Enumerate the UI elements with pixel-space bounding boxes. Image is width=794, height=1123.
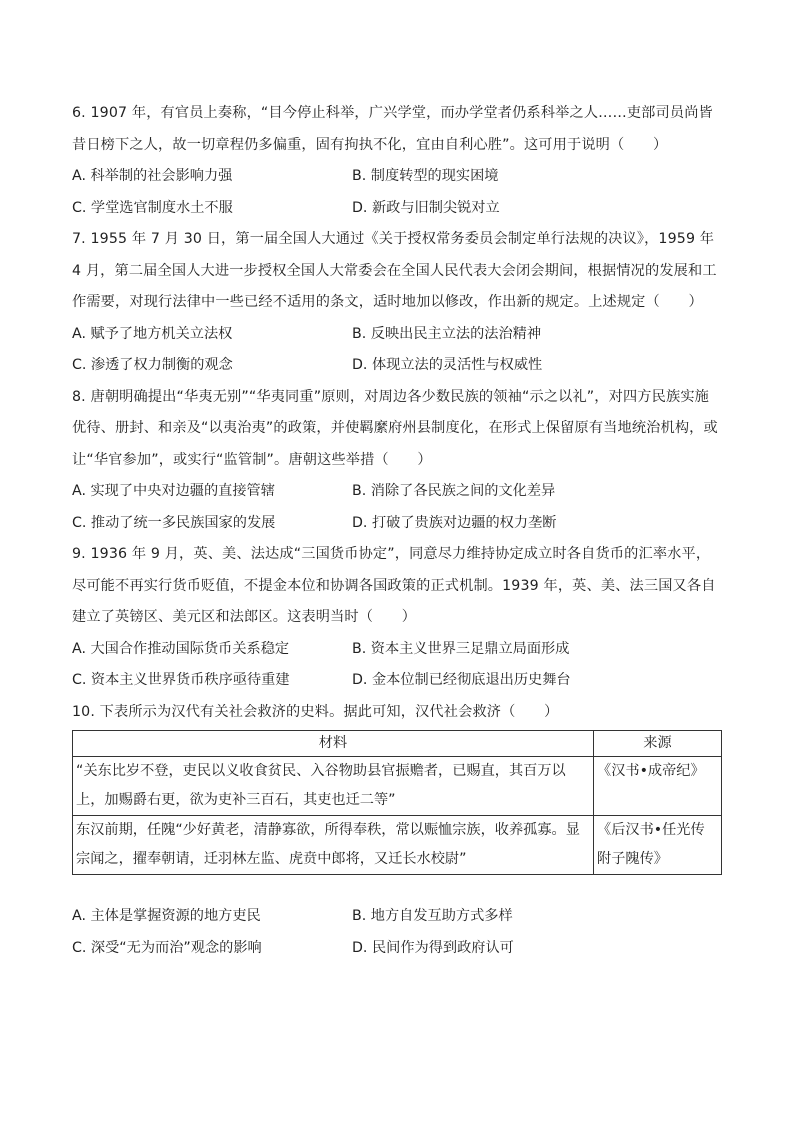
table-row [73, 757, 722, 816]
option-a[interactable]: A. 实现了中央对边疆的直接管辖 [72, 483, 275, 499]
option-a[interactable]: A. 科举制的社会影响力强 [72, 168, 233, 184]
table-cell-source: 《汉书•成帝纪》 [594, 757, 722, 816]
question-10-stem: 10. 下表所示为汉代有关社会救济的史料。据此可知，汉代社会救济（ ） [72, 703, 559, 720]
option-d[interactable]: D. 体现立法的灵活性与权威性 [352, 357, 543, 373]
question-8-stem: 8. 唐朝明确提出“华夷无别”“华夷同重”原则，对周边各少数民族的领袖“示之以礼”，对四方民族实施优待、册封、和亲及“以夷治夷”的政策，并使羁縻府州县制度化，在形式上保留原有当地统治机构，或让“华官参加”，或实行“监管制”。唐朝这些举措（ ） [72, 388, 718, 468]
option-c[interactable]: C. 资本主义世界货币秩序亟待重建 [72, 672, 290, 688]
option-a[interactable]: A. 大国合作推动国际货币关系稳定 [72, 640, 290, 657]
table-cell-material: “关东比岁不登，吏民以义收食贫民、入谷物助县官振赡者，已赐直，其百万以上，加赐爵右更，欲为吏补三百石，其吏也迁二等” [73, 757, 594, 816]
table-row [73, 816, 722, 875]
question-9-options [72, 634, 722, 697]
question-6-options [72, 161, 722, 224]
question-7-options [72, 319, 722, 382]
question-10-options [72, 901, 722, 964]
option-c[interactable]: C. 渗透了权力制衡的观念 [72, 357, 233, 373]
question-10 [72, 697, 722, 965]
option-b[interactable]: B. 反映出民主立法的法治精神 [352, 325, 542, 342]
option-d[interactable]: D. 打破了贵族对边疆的权力垄断 [352, 514, 557, 531]
option-c[interactable]: C. 推动了统一多民族国家的发展 [72, 514, 276, 531]
exam-page [72, 98, 722, 964]
table-header-material: 材料 [73, 731, 594, 757]
question-6-stem: 6. 1907 年，有官员上奏称，“目今停止科举，广兴学堂，而办学堂者仍系科举之人……吏部司员尚皆昔日榜下之人，故一切章程仍多偏重，固有拘执不化，宜由自利心胜”。这可用于说明（ ） [72, 105, 713, 153]
option-a[interactable]: A. 赋予了地方机关立法权 [72, 325, 233, 342]
option-d[interactable]: D. 金本位制已经彻底退出历史舞台 [352, 672, 571, 688]
question-8 [72, 382, 722, 540]
option-b[interactable]: B. 地方自发互助方式多样 [352, 908, 513, 924]
question-8-options [72, 476, 722, 539]
option-b[interactable]: B. 消除了各民族之间的文化差异 [352, 483, 556, 499]
table-header-source: 来源 [594, 731, 722, 757]
option-c[interactable]: C. 深受“无为而治”观念的影响 [72, 939, 262, 956]
option-a[interactable]: A. 主体是掌握资源的地方吏民 [72, 908, 261, 924]
option-d[interactable]: D. 民间作为得到政府认可 [352, 939, 514, 956]
option-b[interactable]: B. 制度转型的现实困境 [352, 168, 499, 184]
question-7-stem: 7. 1955 年 7 月 30 日，第一届全国人大通过《关于授权常务委员会制定单行法规的决议》，1959 年 4 月，第二届全国人大进一步授权全国人大常委会在全国人民代表大会闭会期间，根据情况的发展和工作需要，对现行法律中一些已经不适用的条文，适时地加以修改，作出新的规定。上述规定（ ） [72, 231, 717, 310]
question-9-stem: 9. 1936 年 9 月，英、美、法达成“三国货币协定”，同意尽力维持协定成立时各自货币的汇率水平，尽可能不再实行货币贬值，不提金本位和协调各国政策的正式机制。1939 年，英、美、法三国又各自建立了英镑区、美元区和法郎区。这表明当时（ ） [72, 546, 716, 625]
question-7 [72, 224, 722, 382]
table-cell-material: 东汉前期，任隗“少好黄老，清静寡欲，所得奉秩，常以赈恤宗族，收养孤寡。显宗闻之，擢奉朝请，迁羽林左监、虎贲中郎将，又迁长水校尉” [73, 816, 594, 875]
option-d[interactable]: D. 新政与旧制尖锐对立 [352, 199, 500, 216]
option-c[interactable]: C. 学堂选官制度水土不服 [72, 199, 233, 216]
table-header-row [73, 731, 722, 757]
question-9 [72, 539, 722, 697]
source-table [72, 730, 722, 875]
question-6 [72, 98, 722, 224]
table-cell-source: 《后汉书•任光传附子隗传》 [594, 816, 722, 875]
option-b[interactable]: B. 资本主义世界三足鼎立局面形成 [352, 640, 570, 657]
